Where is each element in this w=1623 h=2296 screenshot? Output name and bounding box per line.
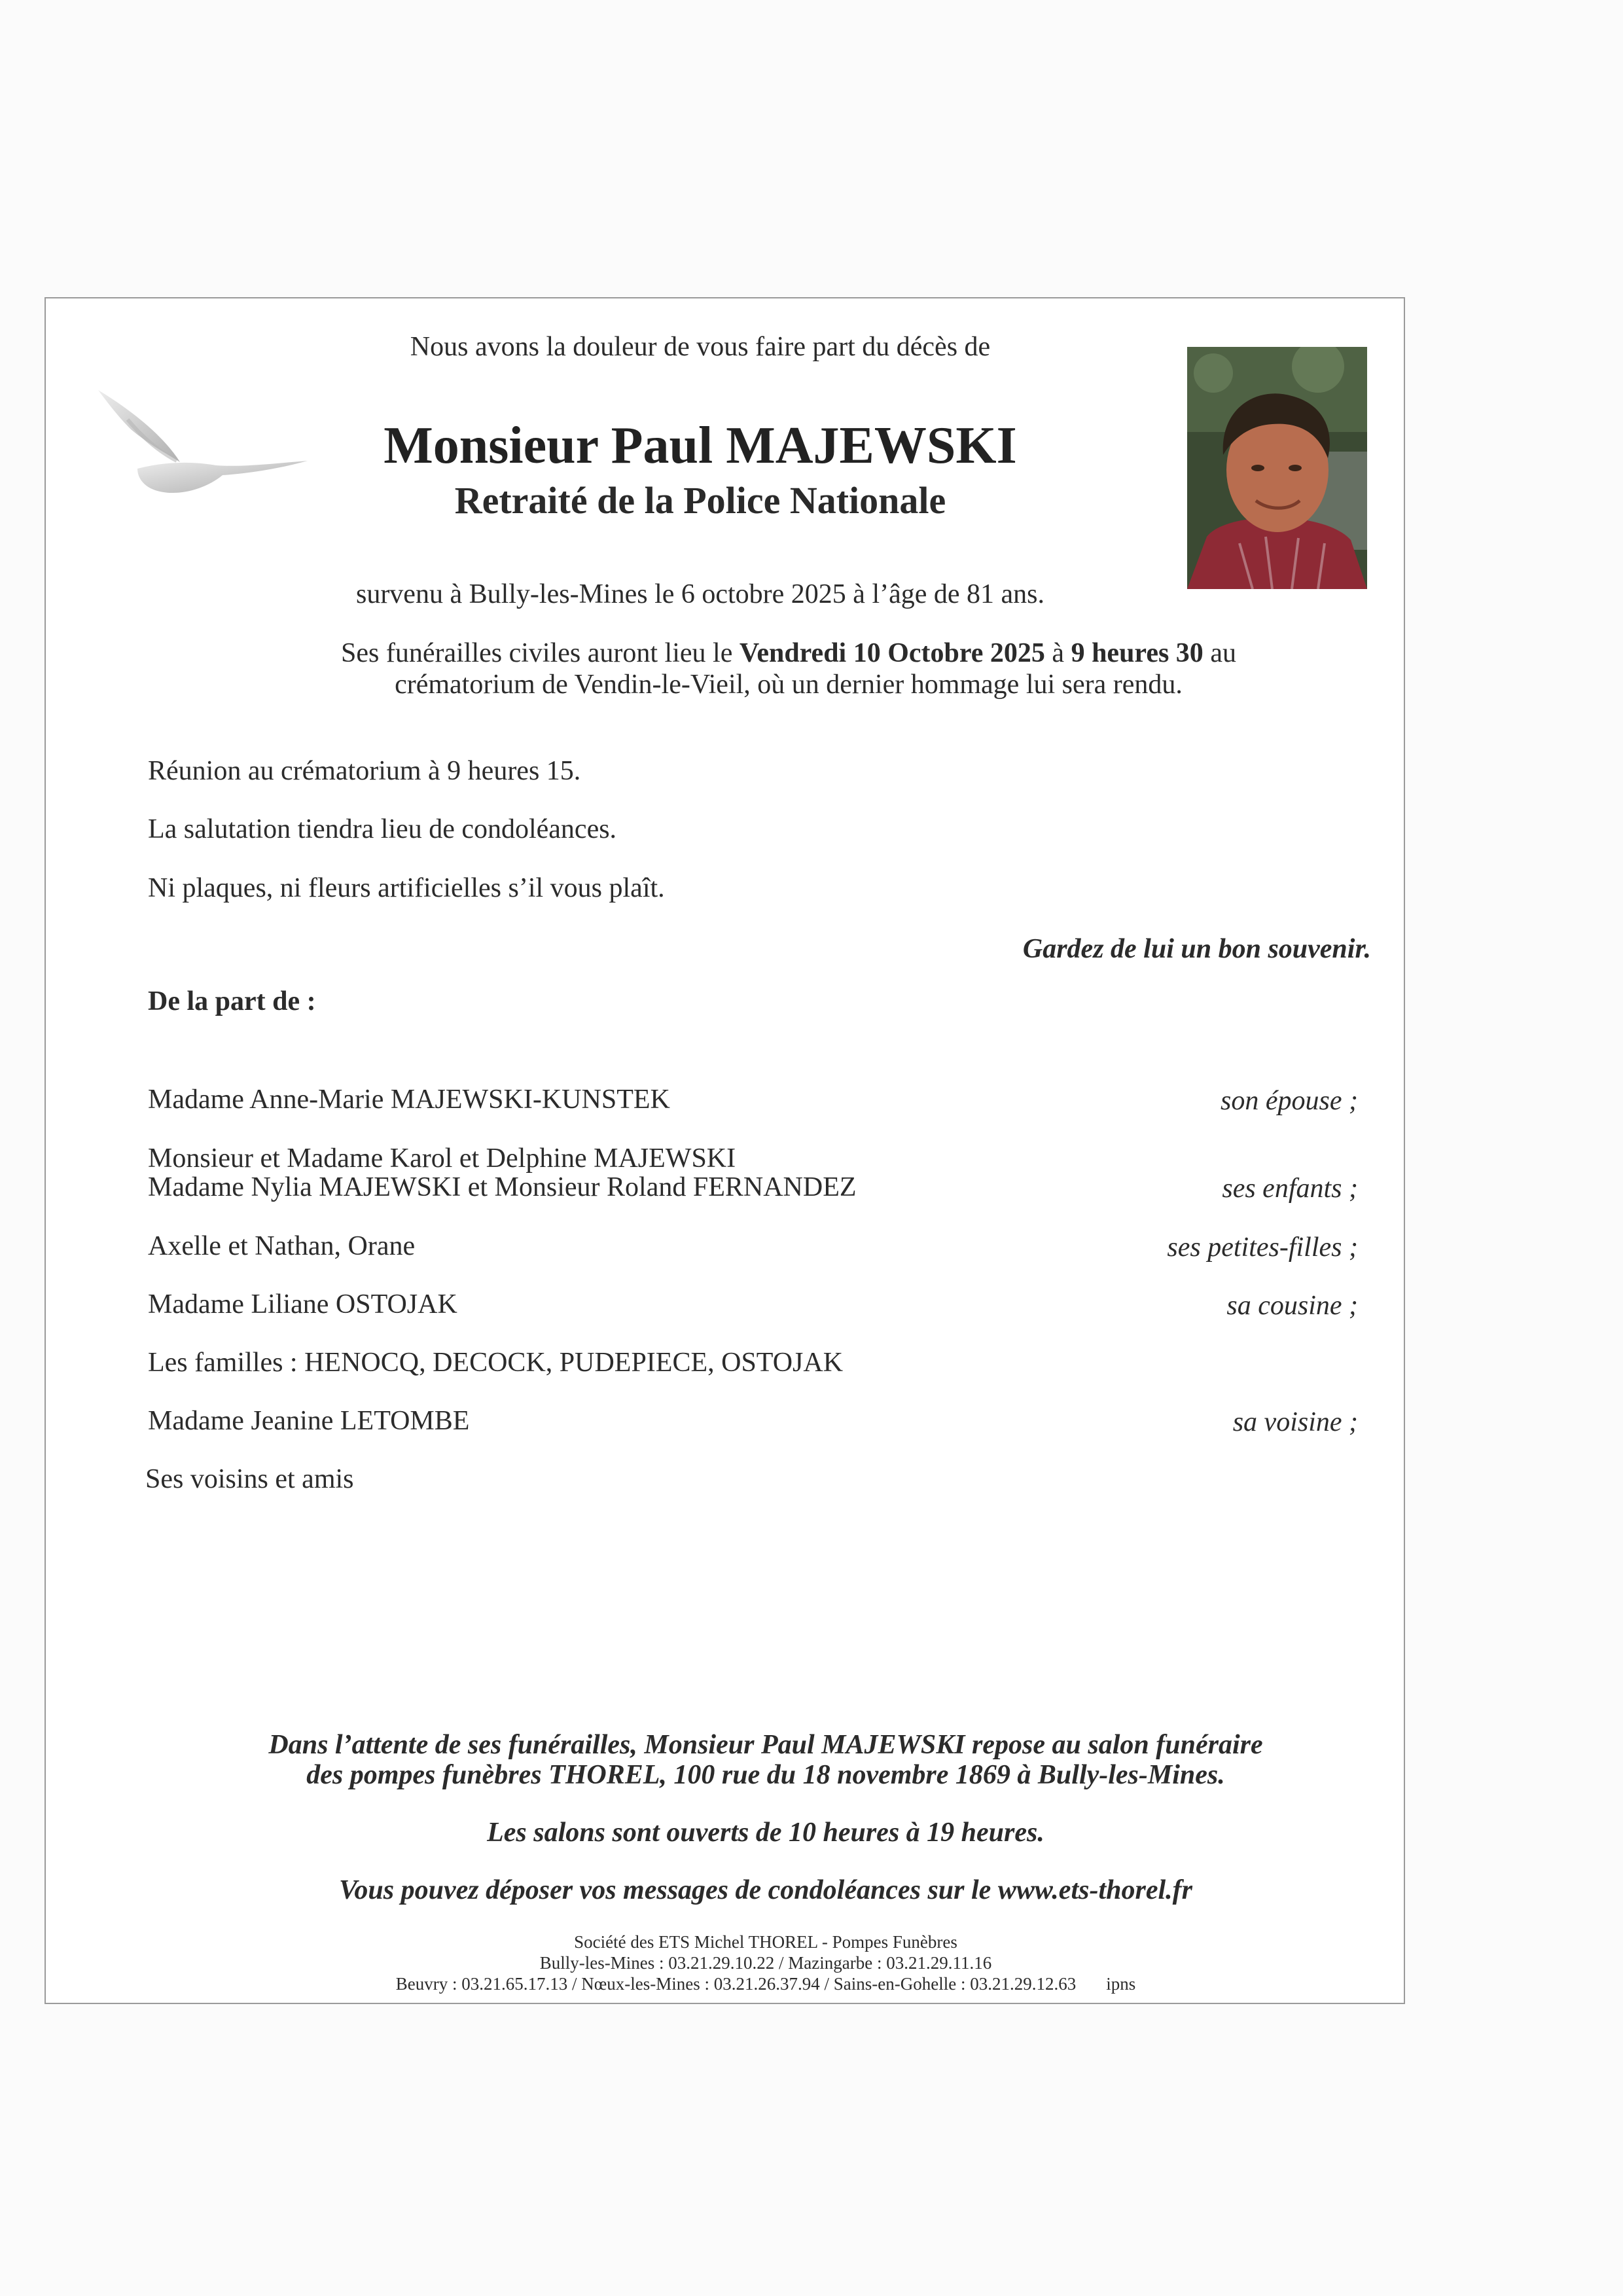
deceased-title: Retraité de la Police Nationale — [454, 479, 946, 522]
rest-line-1: Dans l’attente de ses funérailles, Monsieur Paul MAJEWSKI repose au salon funéraire — [268, 1730, 1263, 1760]
footer-line-2: Bully-les-Mines : 03.21.29.10.22 / Mazingarbe : 03.21.29.11.16 — [539, 1953, 992, 1973]
family-member-spouse: Madame Anne-Marie MAJEWSKI-KUNSTEK — [148, 1085, 670, 1115]
rest-line-2: des pompes funèbres THOREL, 100 rue du 18 novembre 1869 à Bully-les-Mines. — [306, 1760, 1225, 1790]
funeral-time: 9 heures 30 — [1071, 638, 1204, 668]
family-member-children-1: Monsieur et Madame Karol et Delphine MAJEWSKI — [148, 1143, 736, 1174]
motto-text: Gardez de lui un bon souvenir. — [1022, 934, 1371, 964]
family-heading: De la part de : — [148, 986, 316, 1016]
relation-granddaughters: ses petites-filles ; — [1167, 1232, 1358, 1263]
funeral-text-post: au — [1203, 638, 1236, 668]
death-notice: survenu à Bully-les-Mines le 6 octobre 2025 à l’âge de 81 ans. — [355, 579, 1045, 609]
salutation-text: La salutation tiendra lieu de condoléances. — [148, 814, 617, 844]
funeral-line-1 — [46, 637, 1531, 669]
family-member-families: Les familles : HENOCQ, DECOCK, PUDEPIECE, OSTOJAK — [148, 1348, 844, 1378]
no-flowers-text: Ni plaques, ni fleurs artificielles s’il vous plaît. — [148, 873, 665, 903]
relation-cousin: sa cousine ; — [1226, 1291, 1358, 1321]
hours-text: Les salons sont ouverts de 10 heures à 19 heures. — [487, 1818, 1044, 1848]
family-member-cousin: Madame Liliane OSTOJAK — [148, 1289, 457, 1319]
funeral-date: Vendredi 10 Octobre 2025 — [739, 638, 1045, 668]
footer-line-1: Société des ETS Michel THOREL - Pompes Funèbres — [574, 1932, 957, 1952]
funeral-text-mid: à — [1044, 638, 1071, 668]
family-member-granddaughters: Axelle et Nathan, Orane — [148, 1231, 416, 1261]
footer-line-3 — [46, 1974, 1486, 1994]
relation-spouse: son épouse ; — [1221, 1086, 1358, 1116]
portrait-photo — [1187, 347, 1367, 589]
intro-text: Nous avons la douleur de vous faire part du décès de — [410, 332, 991, 362]
footer-tag: ipns — [1106, 1974, 1136, 1994]
condolences-web-text: Vous pouvez déposer vos messages de condoléances sur le www.ets-thorel.fr — [339, 1875, 1192, 1905]
footer-phones: Beuvry : 03.21.65.17.13 / Nœux-les-Mines : 03.21.26.37.94 / Sains-en-Gohelle : 03.21.29.12.63 — [395, 1974, 1077, 1994]
funeral-text-pre: Ses funérailles civiles auront lieu le — [341, 638, 740, 668]
reunion-text: Réunion au crématorium à 9 heures 15. — [148, 756, 581, 786]
family-member-children-2: Madame Nylia MAJEWSKI et Monsieur Roland FERNANDEZ — [148, 1172, 857, 1202]
notice-frame — [45, 297, 1405, 2004]
deceased-name: Monsieur Paul MAJEWSKI — [383, 417, 1017, 475]
family-member-neighbor: Madame Jeanine LETOMBE — [148, 1406, 470, 1436]
relation-children: ses enfants ; — [1222, 1174, 1358, 1204]
family-member-friends: Ses voisins et amis — [145, 1464, 354, 1494]
funeral-line-2: crématorium de Vendin-le-Vieil, où un dernier hommage lui sera rendu. — [395, 670, 1183, 700]
relation-neighbor: sa voisine ; — [1232, 1407, 1358, 1437]
